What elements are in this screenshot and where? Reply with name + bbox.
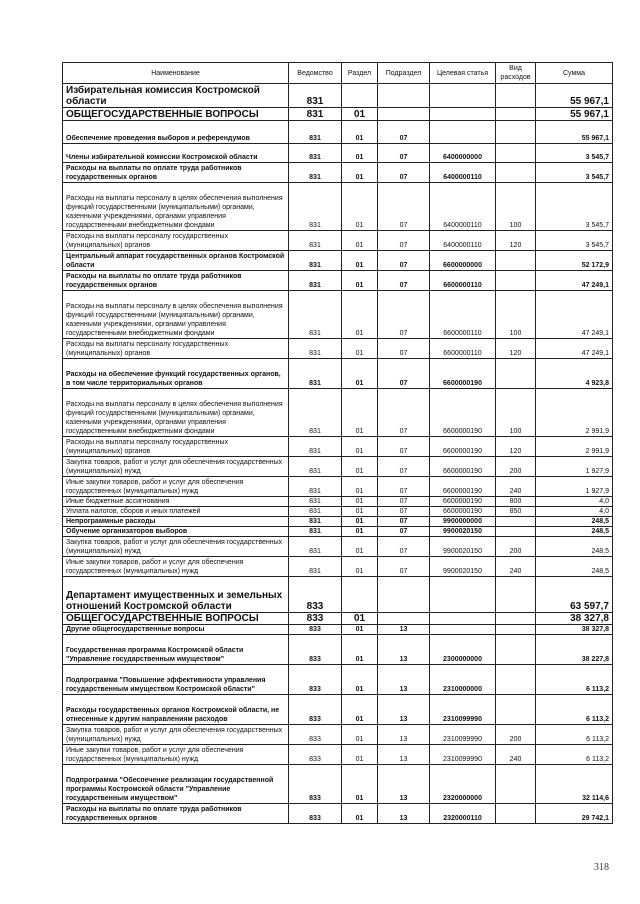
cell-vedomstvo: 831 — [289, 497, 342, 507]
cell-podrazdel: 13 — [378, 745, 430, 765]
cell-summa: 29 742,1 — [536, 804, 613, 824]
cell-summa: 6 113,2 — [536, 665, 613, 695]
cell-name: Уплата налогов, сборов и иных платежей — [63, 507, 289, 517]
cell-vid-rashodov: 100 — [496, 291, 536, 339]
cell-vedomstvo: 831 — [289, 271, 342, 291]
cell-vid-rashodov — [496, 665, 536, 695]
cell-vid-rashodov — [496, 613, 536, 625]
cell-podrazdel: 07 — [378, 437, 430, 457]
cell-name: ОБЩЕГОСУДАРСТВЕННЫЕ ВОПРОСЫ — [63, 108, 289, 121]
cell-celevaya-statya: 6400000110 — [430, 231, 496, 251]
cell-vedomstvo: 831 — [289, 84, 342, 108]
cell-celevaya-statya — [430, 577, 496, 613]
cell-name: Закупка товаров, работ и услуг для обеспечения государственных (муниципальных) нужд — [63, 457, 289, 477]
cell-summa: 47 249,1 — [536, 339, 613, 359]
table-row — [63, 497, 613, 507]
cell-podrazdel — [378, 577, 430, 613]
table-row — [63, 577, 613, 613]
header-podrazdel: Подраздел — [378, 63, 430, 84]
cell-razdel: 01 — [342, 725, 378, 745]
cell-name: Подпрограмма "Обеспечение реализации государственной программы Костромской области "Управление государственным имуществом" — [63, 765, 289, 804]
cell-razdel: 01 — [342, 163, 378, 183]
table-header-row — [63, 63, 613, 84]
cell-summa: 4 923,8 — [536, 359, 613, 389]
cell-razdel: 01 — [342, 457, 378, 477]
cell-razdel: 01 — [342, 497, 378, 507]
cell-vid-rashodov — [496, 359, 536, 389]
cell-summa: 38 227,8 — [536, 635, 613, 665]
cell-celevaya-statya — [430, 625, 496, 635]
cell-vedomstvo: 831 — [289, 144, 342, 163]
cell-razdel: 01 — [342, 625, 378, 635]
header-celevaya-statya: Целевая статья — [430, 63, 496, 84]
cell-celevaya-statya: 6600000000 — [430, 251, 496, 271]
cell-summa: 6 113,2 — [536, 745, 613, 765]
cell-name: Расходы на выплаты по оплате труда работников государственных органов — [63, 163, 289, 183]
table-row — [63, 804, 613, 824]
cell-celevaya-statya: 6600000190 — [430, 497, 496, 507]
table-row — [63, 625, 613, 635]
cell-summa: 55 967,1 — [536, 121, 613, 144]
table-row — [63, 163, 613, 183]
cell-celevaya-statya: 2310000000 — [430, 665, 496, 695]
cell-vedomstvo: 831 — [289, 163, 342, 183]
cell-summa: 4,0 — [536, 497, 613, 507]
cell-vedomstvo: 831 — [289, 251, 342, 271]
cell-vid-rashodov: 120 — [496, 231, 536, 251]
cell-celevaya-statya: 6600000190 — [430, 457, 496, 477]
cell-name: Департамент имущественных и земельных отношений Костромской области — [63, 577, 289, 613]
cell-podrazdel: 07 — [378, 121, 430, 144]
cell-vid-rashodov — [496, 625, 536, 635]
cell-summa: 52 172,9 — [536, 251, 613, 271]
cell-podrazdel: 07 — [378, 339, 430, 359]
cell-name: ОБЩЕГОСУДАРСТВЕННЫЕ ВОПРОСЫ — [63, 613, 289, 625]
cell-vedomstvo: 833 — [289, 725, 342, 745]
cell-vedomstvo: 831 — [289, 527, 342, 537]
cell-razdel — [342, 84, 378, 108]
table-row — [63, 437, 613, 457]
cell-name: Расходы на выплаты персоналу государственных (муниципальных) органов — [63, 437, 289, 457]
cell-name: Государственная программа Костромской области "Управление государственным имуществом" — [63, 635, 289, 665]
cell-celevaya-statya: 2310099990 — [430, 725, 496, 745]
cell-razdel: 01 — [342, 557, 378, 577]
cell-summa: 4,0 — [536, 507, 613, 517]
cell-vedomstvo: 833 — [289, 613, 342, 625]
cell-vedomstvo: 831 — [289, 457, 342, 477]
header-summa: Сумма — [536, 63, 613, 84]
cell-name: Расходы на выплаты персоналу в целях обеспечения выполнения функций государственными (муниципальными) органами, казенными учреждениями, органами управления государственными внебюджетными фондами — [63, 291, 289, 339]
cell-vedomstvo: 831 — [289, 359, 342, 389]
table-row — [63, 389, 613, 437]
cell-vid-rashodov — [496, 804, 536, 824]
table-row — [63, 457, 613, 477]
cell-vedomstvo: 833 — [289, 745, 342, 765]
cell-celevaya-statya: 6600000110 — [430, 339, 496, 359]
cell-vid-rashodov — [496, 527, 536, 537]
table-row — [63, 635, 613, 665]
cell-celevaya-statya: 6600000190 — [430, 437, 496, 457]
cell-razdel: 01 — [342, 183, 378, 231]
cell-vedomstvo: 833 — [289, 695, 342, 725]
cell-podrazdel: 07 — [378, 251, 430, 271]
cell-vid-rashodov — [496, 271, 536, 291]
cell-podrazdel: 13 — [378, 725, 430, 745]
cell-name: Расходы на выплаты по оплате труда работников государственных органов — [63, 271, 289, 291]
cell-vedomstvo: 833 — [289, 625, 342, 635]
cell-celevaya-statya: 6600000110 — [430, 271, 496, 291]
cell-name: Обеспечение проведения выборов и референдумов — [63, 121, 289, 144]
cell-podrazdel — [378, 108, 430, 121]
cell-podrazdel: 07 — [378, 183, 430, 231]
table-row — [63, 507, 613, 517]
cell-vid-rashodov — [496, 635, 536, 665]
cell-summa: 32 114,6 — [536, 765, 613, 804]
cell-podrazdel: 07 — [378, 537, 430, 557]
cell-summa: 248,5 — [536, 517, 613, 527]
cell-name: Расходы государственных органов Костромской области, не отнесенные к другим направлениям расходов — [63, 695, 289, 725]
cell-celevaya-statya: 9900000000 — [430, 517, 496, 527]
cell-razdel: 01 — [342, 665, 378, 695]
cell-summa: 3 545,7 — [536, 183, 613, 231]
budget-document — [62, 62, 612, 824]
cell-vid-rashodov: 240 — [496, 477, 536, 497]
cell-vedomstvo: 831 — [289, 183, 342, 231]
table-row — [63, 527, 613, 537]
cell-summa: 55 967,1 — [536, 84, 613, 108]
cell-vedomstvo: 831 — [289, 537, 342, 557]
cell-summa: 38 327,8 — [536, 625, 613, 635]
cell-razdel: 01 — [342, 437, 378, 457]
header-razdel: Раздел — [342, 63, 378, 84]
cell-summa: 6 113,2 — [536, 725, 613, 745]
cell-vid-rashodov: 100 — [496, 183, 536, 231]
cell-vid-rashodov: 200 — [496, 537, 536, 557]
cell-vid-rashodov: 100 — [496, 389, 536, 437]
table-row — [63, 291, 613, 339]
cell-summa: 3 545,7 — [536, 231, 613, 251]
cell-summa: 248,5 — [536, 527, 613, 537]
cell-summa: 2 991,9 — [536, 389, 613, 437]
cell-razdel: 01 — [342, 291, 378, 339]
cell-name: Иные закупки товаров, работ и услуг для обеспечения государственных (муниципальных) нужд — [63, 557, 289, 577]
cell-summa: 6 113,2 — [536, 695, 613, 725]
cell-podrazdel: 13 — [378, 635, 430, 665]
cell-vedomstvo: 831 — [289, 291, 342, 339]
table-row — [63, 725, 613, 745]
cell-name: Расходы на выплаты по оплате труда работников государственных органов — [63, 804, 289, 824]
table-row — [63, 695, 613, 725]
cell-vedomstvo: 831 — [289, 389, 342, 437]
cell-name: Обучение организаторов выборов — [63, 527, 289, 537]
cell-podrazdel — [378, 613, 430, 625]
cell-vedomstvo: 831 — [289, 121, 342, 144]
page-number: 318 — [594, 862, 609, 873]
cell-summa: 3 545,7 — [536, 144, 613, 163]
cell-razdel: 01 — [342, 613, 378, 625]
cell-celevaya-statya: 6400000000 — [430, 144, 496, 163]
cell-vedomstvo: 831 — [289, 517, 342, 527]
cell-vedomstvo: 831 — [289, 557, 342, 577]
cell-name: Закупка товаров, работ и услуг для обеспечения государственных (муниципальных) нужд — [63, 537, 289, 557]
cell-vid-rashodov: 800 — [496, 497, 536, 507]
cell-vedomstvo: 833 — [289, 635, 342, 665]
cell-podrazdel: 07 — [378, 389, 430, 437]
table-row — [63, 84, 613, 108]
cell-razdel: 01 — [342, 804, 378, 824]
cell-podrazdel — [378, 84, 430, 108]
cell-summa: 47 249,1 — [536, 291, 613, 339]
cell-vedomstvo: 831 — [289, 231, 342, 251]
cell-vid-rashodov: 240 — [496, 557, 536, 577]
cell-name: Расходы на обеспечение функций государственных органов, в том числе территориальных органов — [63, 359, 289, 389]
cell-razdel: 01 — [342, 765, 378, 804]
cell-vedomstvo: 831 — [289, 437, 342, 457]
cell-podrazdel: 07 — [378, 507, 430, 517]
cell-celevaya-statya: 2320000000 — [430, 765, 496, 804]
cell-summa: 63 597,7 — [536, 577, 613, 613]
cell-vedomstvo: 833 — [289, 577, 342, 613]
cell-summa: 38 327,8 — [536, 613, 613, 625]
cell-name: Непрограммные расходы — [63, 517, 289, 527]
cell-celevaya-statya: 2320000110 — [430, 804, 496, 824]
cell-vid-rashodov — [496, 251, 536, 271]
table-row — [63, 613, 613, 625]
cell-razdel: 01 — [342, 359, 378, 389]
cell-razdel: 01 — [342, 121, 378, 144]
cell-podrazdel: 07 — [378, 271, 430, 291]
cell-razdel: 01 — [342, 271, 378, 291]
cell-vid-rashodov — [496, 163, 536, 183]
cell-razdel: 01 — [342, 635, 378, 665]
cell-vid-rashodov: 200 — [496, 725, 536, 745]
cell-vid-rashodov — [496, 108, 536, 121]
cell-podrazdel: 07 — [378, 291, 430, 339]
cell-podrazdel: 07 — [378, 527, 430, 537]
cell-celevaya-statya: 6400000110 — [430, 163, 496, 183]
header-name: Наименование — [63, 63, 289, 84]
cell-vedomstvo: 831 — [289, 108, 342, 121]
table-row — [63, 557, 613, 577]
cell-celevaya-statya: 9900020150 — [430, 527, 496, 537]
cell-name: Расходы на выплаты персоналу государственных (муниципальных) органов — [63, 231, 289, 251]
cell-vid-rashodov — [496, 144, 536, 163]
cell-razdel: 01 — [342, 537, 378, 557]
cell-vid-rashodov: 850 — [496, 507, 536, 517]
cell-celevaya-statya: 6600000190 — [430, 507, 496, 517]
table-row — [63, 765, 613, 804]
cell-name: Иные закупки товаров, работ и услуг для обеспечения государственных (муниципальных) нужд — [63, 745, 289, 765]
table-row — [63, 108, 613, 121]
cell-podrazdel: 07 — [378, 359, 430, 389]
cell-razdel: 01 — [342, 517, 378, 527]
table-row — [63, 183, 613, 231]
cell-celevaya-statya: 9900020150 — [430, 537, 496, 557]
cell-razdel: 01 — [342, 339, 378, 359]
table-row — [63, 121, 613, 144]
table-row — [63, 231, 613, 251]
cell-vid-rashodov: 240 — [496, 745, 536, 765]
table-row — [63, 144, 613, 163]
cell-podrazdel: 13 — [378, 625, 430, 635]
table-row — [63, 517, 613, 527]
cell-podrazdel: 07 — [378, 517, 430, 527]
cell-summa: 248,5 — [536, 557, 613, 577]
cell-vid-rashodov — [496, 121, 536, 144]
cell-vid-rashodov: 200 — [496, 457, 536, 477]
cell-podrazdel: 07 — [378, 497, 430, 507]
cell-podrazdel: 07 — [378, 457, 430, 477]
budget-table — [62, 62, 613, 824]
cell-summa: 55 967,1 — [536, 108, 613, 121]
cell-celevaya-statya: 6600000190 — [430, 359, 496, 389]
table-row — [63, 359, 613, 389]
cell-name: Расходы на выплаты персоналу в целях обеспечения выполнения функций государственными (муниципальными) органами, казенными учреждениями, органами управления государственными внебюджетными фондами — [63, 389, 289, 437]
cell-summa: 2 991,9 — [536, 437, 613, 457]
cell-name: Другие общегосударственные вопросы — [63, 625, 289, 635]
cell-razdel: 01 — [342, 389, 378, 437]
cell-podrazdel: 07 — [378, 163, 430, 183]
cell-razdel: 01 — [342, 231, 378, 251]
cell-razdel: 01 — [342, 108, 378, 121]
cell-summa: 1 927,9 — [536, 457, 613, 477]
cell-celevaya-statya: 6600000190 — [430, 477, 496, 497]
cell-razdel: 01 — [342, 695, 378, 725]
table-row — [63, 665, 613, 695]
cell-celevaya-statya: 2300000000 — [430, 635, 496, 665]
cell-celevaya-statya: 6400000110 — [430, 183, 496, 231]
cell-celevaya-statya: 2310099990 — [430, 695, 496, 725]
table-row — [63, 339, 613, 359]
cell-vid-rashodov — [496, 695, 536, 725]
cell-podrazdel: 07 — [378, 144, 430, 163]
table-row — [63, 745, 613, 765]
table-row — [63, 251, 613, 271]
table-row — [63, 477, 613, 497]
cell-name: Подпрограмма "Повышение эффективности управления государственным имуществом Костромской области" — [63, 665, 289, 695]
cell-vid-rashodov — [496, 84, 536, 108]
cell-vid-rashodov: 120 — [496, 437, 536, 457]
cell-vedomstvo: 831 — [289, 477, 342, 497]
header-vedomstvo: Ведомство — [289, 63, 342, 84]
cell-podrazdel: 07 — [378, 477, 430, 497]
cell-vid-rashodov — [496, 517, 536, 527]
cell-celevaya-statya — [430, 84, 496, 108]
cell-razdel — [342, 577, 378, 613]
cell-razdel: 01 — [342, 251, 378, 271]
cell-podrazdel: 13 — [378, 804, 430, 824]
cell-name: Расходы на выплаты персоналу в целях обеспечения выполнения функций государственными (муниципальными) органами, казенными учреждениями, органами управления государственными внебюджетными фондами — [63, 183, 289, 231]
cell-vid-rashodov — [496, 577, 536, 613]
cell-razdel: 01 — [342, 507, 378, 517]
cell-razdel: 01 — [342, 745, 378, 765]
table-body — [63, 84, 613, 824]
cell-vid-rashodov: 120 — [496, 339, 536, 359]
cell-summa: 1 927,9 — [536, 477, 613, 497]
cell-podrazdel: 13 — [378, 695, 430, 725]
cell-podrazdel: 07 — [378, 231, 430, 251]
cell-name: Иные бюджетные ассигнования — [63, 497, 289, 507]
cell-celevaya-statya: 2310099990 — [430, 745, 496, 765]
cell-name: Центральный аппарат государственных органов Костромской области — [63, 251, 289, 271]
table-row — [63, 537, 613, 557]
cell-podrazdel: 07 — [378, 557, 430, 577]
cell-vedomstvo: 831 — [289, 507, 342, 517]
cell-celevaya-statya — [430, 613, 496, 625]
cell-summa: 3 545,7 — [536, 163, 613, 183]
cell-vid-rashodov — [496, 765, 536, 804]
cell-celevaya-statya: 6600000110 — [430, 291, 496, 339]
cell-name: Избирательная комиссия Костромской области — [63, 84, 289, 108]
cell-celevaya-statya — [430, 121, 496, 144]
cell-razdel: 01 — [342, 477, 378, 497]
header-vid-rashodov: Вид расходов — [496, 63, 536, 84]
cell-vedomstvo: 833 — [289, 804, 342, 824]
cell-celevaya-statya: 6600000190 — [430, 389, 496, 437]
table-row — [63, 271, 613, 291]
cell-vedomstvo: 833 — [289, 765, 342, 804]
cell-podrazdel: 13 — [378, 765, 430, 804]
cell-name: Закупка товаров, работ и услуг для обеспечения государственных (муниципальных) нужд — [63, 725, 289, 745]
cell-razdel: 01 — [342, 144, 378, 163]
cell-celevaya-statya — [430, 108, 496, 121]
cell-name: Расходы на выплаты персоналу государственных (муниципальных) органов — [63, 339, 289, 359]
cell-podrazdel: 13 — [378, 665, 430, 695]
cell-summa: 47 249,1 — [536, 271, 613, 291]
cell-name: Иные закупки товаров, работ и услуг для обеспечения государственных (муниципальных) нужд — [63, 477, 289, 497]
cell-razdel: 01 — [342, 527, 378, 537]
cell-name: Члены избирательной комиссии Костромской области — [63, 144, 289, 163]
cell-celevaya-statya: 9900020150 — [430, 557, 496, 577]
cell-vedomstvo: 831 — [289, 339, 342, 359]
cell-vedomstvo: 833 — [289, 665, 342, 695]
cell-summa: 248,5 — [536, 537, 613, 557]
